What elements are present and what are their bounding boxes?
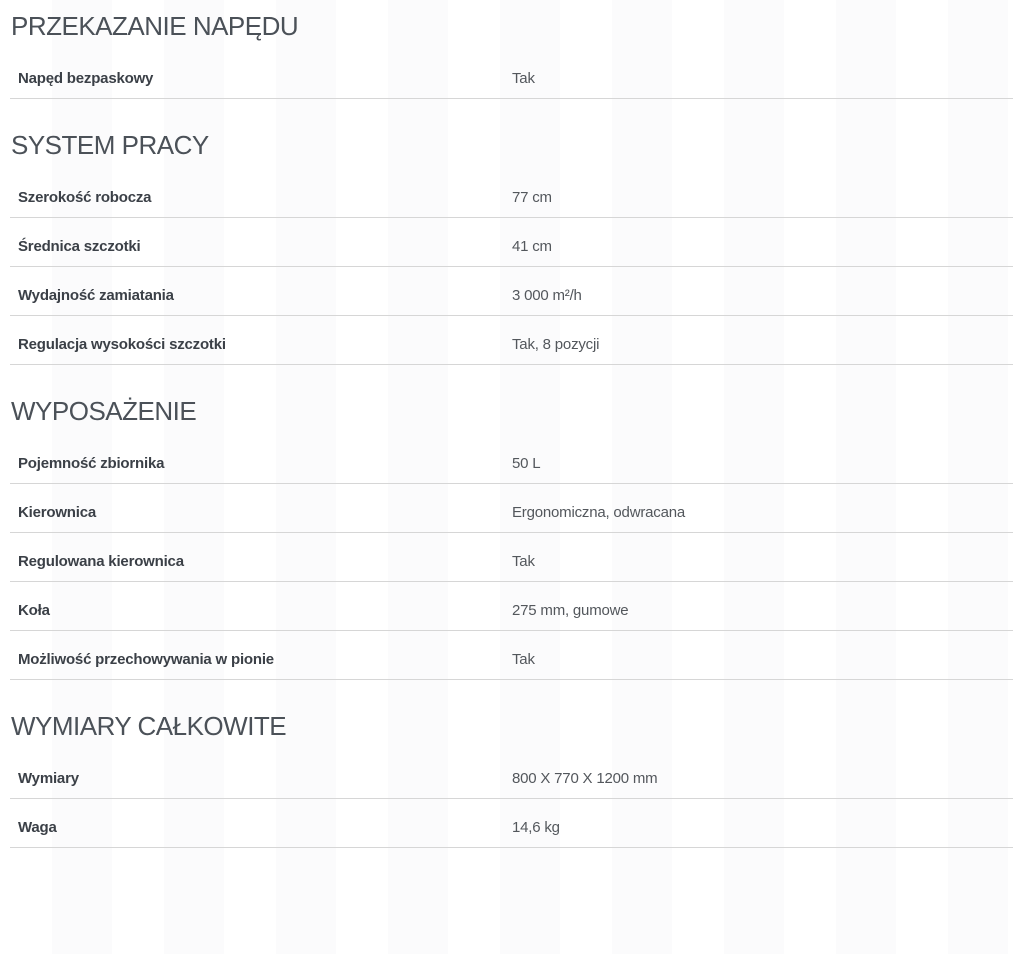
spec-row (10, 435, 1013, 484)
spec-label: Napęd bezpaskowy (18, 69, 154, 87)
spec-section (0, 395, 1024, 680)
spec-row (10, 631, 1013, 680)
spec-label: Regulowana kierownica (18, 552, 184, 570)
spec-value: Tak, 8 pozycji (512, 335, 600, 353)
section-title: SYSTEM PRACY (11, 130, 209, 160)
spec-row (10, 750, 1013, 799)
spec-label: Regulacja wysokości szczotki (18, 335, 226, 353)
section-rows (10, 50, 1013, 99)
spec-label: Waga (18, 818, 57, 836)
spec-row (10, 218, 1013, 267)
spec-label: Szerokość robocza (18, 188, 152, 206)
spec-row (10, 50, 1013, 99)
spec-section (0, 710, 1024, 848)
spec-row (10, 316, 1013, 365)
section-rows (10, 750, 1013, 848)
spec-label: Pojemność zbiornika (18, 454, 165, 472)
spec-label: Koła (18, 601, 50, 619)
spec-value: 3 000 m²/h (512, 286, 582, 304)
spec-row (10, 484, 1013, 533)
spec-row (10, 582, 1013, 631)
spec-value: Tak (512, 552, 535, 570)
spec-label: Możliwość przechowywania w pionie (18, 650, 274, 668)
spec-value: Tak (512, 69, 535, 87)
spec-label: Wymiary (18, 769, 79, 787)
section-title: PRZEKAZANIE NAPĘDU (11, 11, 299, 41)
spec-row (10, 169, 1013, 218)
spec-section (0, 10, 1024, 99)
spec-row (10, 799, 1013, 848)
spec-row (10, 533, 1013, 582)
spec-label: Wydajność zamiatania (18, 286, 174, 304)
section-rows (10, 169, 1013, 365)
spec-value: 77 cm (512, 188, 552, 206)
spec-value: Tak (512, 650, 535, 668)
spec-value: 41 cm (512, 237, 552, 255)
spec-value: 800 X 770 X 1200 mm (512, 769, 658, 787)
spec-value: 275 mm, gumowe (512, 601, 629, 619)
section-title: WYMIARY CAŁKOWITE (11, 711, 287, 741)
spec-value: Ergonomiczna, odwracana (512, 503, 685, 521)
section-rows (10, 435, 1013, 680)
spec-row (10, 267, 1013, 316)
spec-section (0, 129, 1024, 365)
spec-value: 50 L (512, 454, 541, 472)
spec-value: 14,6 kg (512, 818, 560, 836)
section-title: WYPOSAŻENIE (11, 396, 197, 426)
spec-label: Kierownica (18, 503, 97, 521)
spec-label: Średnica szczotki (18, 237, 141, 255)
